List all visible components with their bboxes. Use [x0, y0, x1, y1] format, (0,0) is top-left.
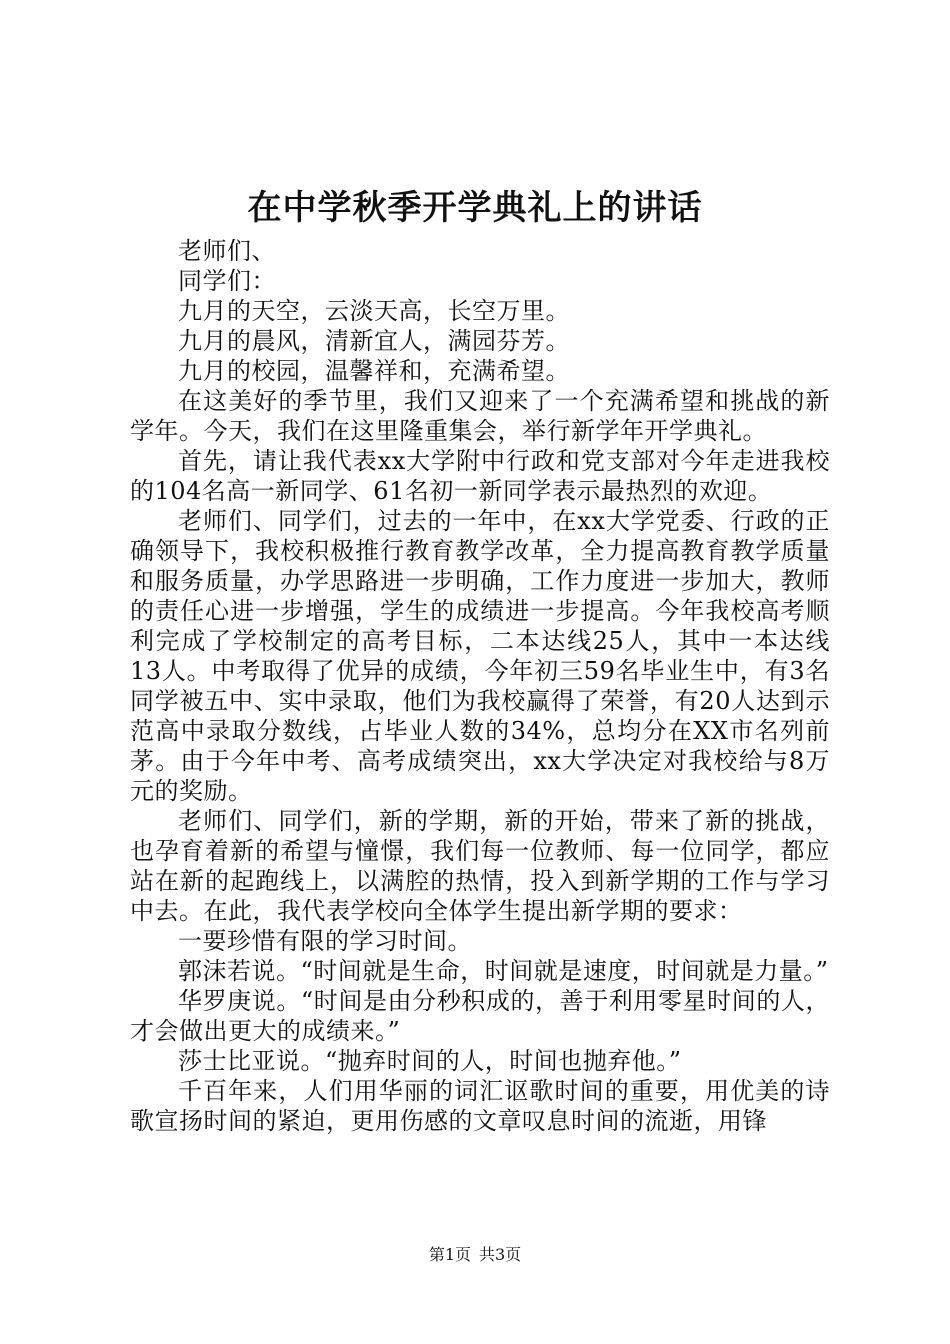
- document-body: [130, 236, 830, 1136]
- paragraph: 老师们、: [178, 237, 276, 265]
- page-total: 共3页: [479, 1245, 522, 1264]
- paragraph: 一要珍惜有限的学习时间。: [178, 927, 472, 955]
- page-footer: [0, 1244, 950, 1266]
- paragraph: 老师们、同学们，过去的一年中，在xx大学党委、行政的正确领导下，我校积极推行教育教学改革，全力提高教育教学质量和服务质量，办学思路进一步明确，工作力度进一步加大，教师的责任心进一步增强，学生的成绩进一步提高。今年我校高考顺利完成了学校制定的高考目标，二本达线25人，其中一本达线13人。中考取得了优异的成绩，今年初三59名毕业生中，有3名同学被五中、实中录取，他们为我校赢得了荣誉，有20人达到示范高中录取分数线，占毕业人数的34%，总均分在XX市名列前茅。由于今年中考、高考成绩突出，xx大学决定对我校给与8万元的奖励。: [130, 507, 830, 805]
- page-number: 第1页: [428, 1245, 471, 1264]
- paragraph: 九月的校园，温馨祥和，充满希望。: [178, 357, 570, 385]
- paragraph: 同学们：: [178, 267, 276, 295]
- paragraph: 莎士比亚说。“抛弃时间的人，时间也抛弃他。”: [178, 1047, 682, 1075]
- paragraph: 首先，请让我代表xx大学附中行政和党支部对今年走进我校的104名高一新同学、61名初一新同学表示最热烈的欢迎。: [130, 447, 830, 505]
- document-title: 在中学秋季开学典礼上的讲话: [247, 188, 703, 228]
- paragraph: 千百年来，人们用华丽的词汇讴歌时间的重要，用优美的诗歌宣扬时间的紧迫，更用伤感的文章叹息时间的流逝，用锋: [130, 1077, 830, 1135]
- paragraph: 九月的晨风，清新宜人，满园芬芳。: [178, 327, 570, 355]
- paragraph: 郭沫若说。“时间就是生命，时间就是速度，时间就是力量。”: [178, 957, 829, 985]
- paragraph: 在这美好的季节里，我们又迎来了一个充满希望和挑战的新学年。今天，我们在这里隆重集会，举行新学年开学典礼。: [130, 387, 830, 445]
- paragraph: 华罗庚说。“时间是由分秒积成的，善于利用零星时间的人，才会做出更大的成绩来。”: [130, 987, 830, 1045]
- paragraph: 九月的天空，云淡天高，长空万里。: [178, 297, 570, 325]
- paragraph: 老师们、同学们，新的学期，新的开始，带来了新的挑战，也孕育着新的希望与憧憬，我们每一位教师、每一位同学，都应站在新的起跑线上，以满腔的热情，投入到新学期的工作与学习中去。在此，我代表学校向全体学生提出新学期的要求：: [130, 807, 830, 925]
